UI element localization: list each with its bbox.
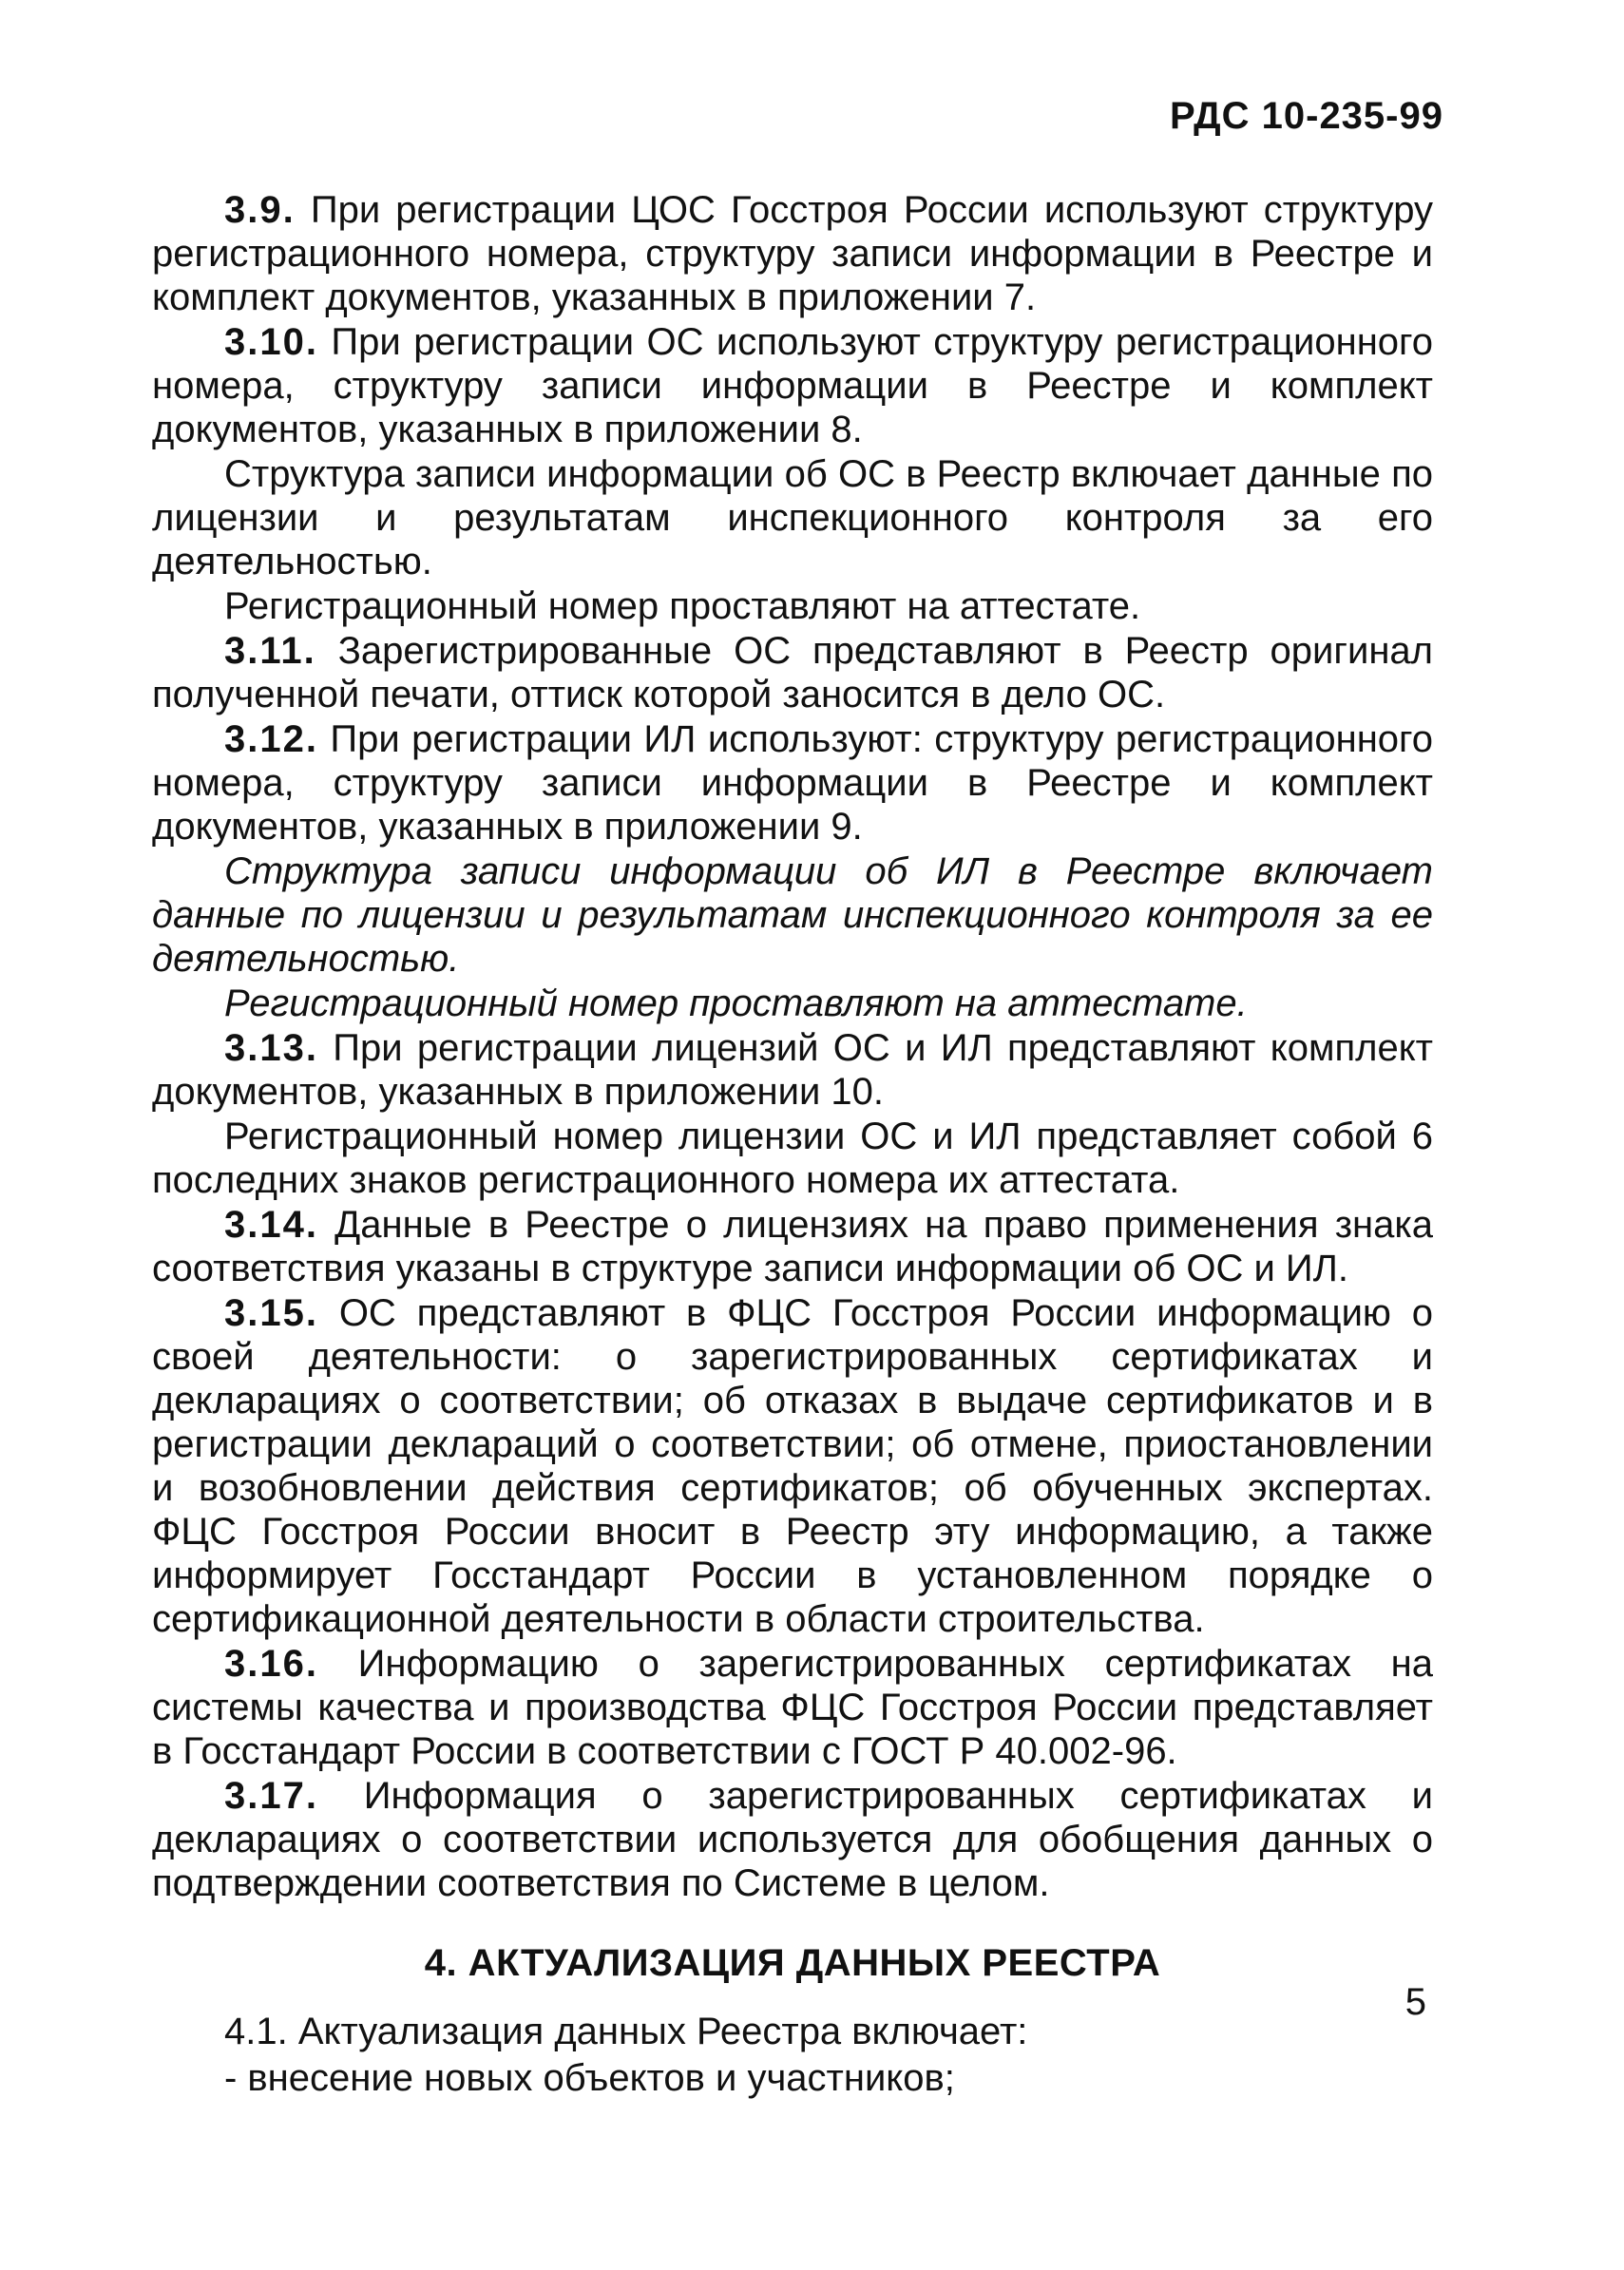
paragraph-text: Регистрационный номер проставляют на аттестате. bbox=[224, 982, 1248, 1024]
page-number: 5 bbox=[1404, 1981, 1426, 2023]
document-code: РДС 10-235-99 bbox=[1169, 95, 1443, 137]
paragraph-text: Структура записи информации об ИЛ в Реестре включает данные по лицензии и результатам инспекционного контроля за ее деятельностью. bbox=[152, 850, 1433, 980]
paragraph-text: ОС представляют в ФЦС Госстроя России информацию о своей деятельности: о зарегистрированных сертификатах и декларациях о соответствии; об отказах в выдаче сертификатов и в регистрации деклараций о соответствии; об отмене, приостановлении и возобновлении действия сертификатов; об обученных экспертах. ФЦС Госстроя России вносит в Реестр эту информацию, а также информирует Госстандарт России в установленном порядке о сертификационной деятельности в области строительства. bbox=[152, 1292, 1433, 1640]
paragraph-number: 3.17. bbox=[224, 1775, 318, 1817]
paragraph-3-13 bbox=[152, 1026, 1433, 1114]
paragraph-text: При регистрации лицензий ОС и ИЛ представляют комплект документов, указанных в приложении 10. bbox=[152, 1027, 1433, 1113]
document-body bbox=[152, 188, 1433, 2103]
paragraph-3-9 bbox=[152, 188, 1433, 319]
paragraph-3-13-license-number bbox=[152, 1115, 1433, 1202]
paragraph-3-15 bbox=[152, 1291, 1433, 1641]
paragraph-text: При регистрации ИЛ используют: структуру регистрационного номера, структуру записи информации в Реестре и комплект документов, указанных в приложении 9. bbox=[152, 718, 1433, 848]
paragraph-3-12-structure bbox=[152, 849, 1433, 981]
paragraph-text: Регистрационный номер проставляют на аттестате. bbox=[224, 585, 1141, 627]
paragraph-3-14 bbox=[152, 1203, 1433, 1290]
paragraph-text: Структура записи информации об ОС в Реестр включает данные по лицензии и результатам инспекционного контроля за его деятельностью. bbox=[152, 453, 1433, 582]
paragraph-text: При регистрации ОС используют структуру регистрационного номера, структуру записи информации в Реестре и комплект документов, указанных в приложении 8. bbox=[152, 321, 1433, 450]
paragraph-number: 3.16. bbox=[224, 1643, 318, 1685]
paragraph-text: Информацию о зарегистрированных сертификатах на системы качества и производства ФЦС Госстроя России представляет в Госстандарт России в соответствии с ГОСТ Р 40.002-96. bbox=[152, 1643, 1433, 1772]
paragraph-3-17 bbox=[152, 1774, 1433, 1905]
section-4-heading: 4. АКТУАЛИЗАЦИЯ ДАННЫХ РЕЕСТРА bbox=[424, 1942, 1161, 1984]
paragraph-3-10 bbox=[152, 320, 1433, 451]
paragraph-number: 3.11. bbox=[224, 630, 316, 672]
paragraph-number: 3.12. bbox=[224, 718, 318, 760]
paragraph-3-12-reg-number bbox=[152, 982, 1433, 1025]
paragraph-text: При регистрации ЦОС Госстроя России используют структуру регистрационного номера, структуру записи информации в Реестре и комплект документов, указанных в приложении 7. bbox=[152, 189, 1433, 318]
section-4-item-new-objects: - внесение новых объектов и участников; bbox=[224, 2057, 955, 2099]
paragraph-text: Регистрационный номер лицензии ОС и ИЛ представляет собой 6 последних знаков регистрационного номера их аттестата. bbox=[152, 1116, 1433, 1201]
paragraph-number: 3.15. bbox=[224, 1292, 318, 1334]
paragraph-3-12 bbox=[152, 717, 1433, 849]
paragraph-number: 3.9. bbox=[224, 189, 296, 231]
paragraph-3-16 bbox=[152, 1642, 1433, 1773]
paragraph-3-10-structure bbox=[152, 452, 1433, 583]
paragraph-number: 3.13. bbox=[224, 1027, 318, 1069]
paragraph-text: Зарегистрированные ОС представляют в Реестр оригинал полученной печати, оттиск которой заносится в дело ОС. bbox=[152, 630, 1433, 715]
section-4-item-4-1: 4.1. Актуализация данных Реестра включает: bbox=[224, 2011, 1028, 2052]
paragraph-text: Информация о зарегистрированных сертификатах и декларациях о соответствии используется для обобщения данных о подтверждении соответствия по Системе в целом. bbox=[152, 1775, 1433, 1904]
paragraph-3-11 bbox=[152, 629, 1433, 716]
paragraph-number: 3.14. bbox=[224, 1204, 318, 1246]
paragraph-text: Данные в Реестре о лицензиях на право применения знака соответствия указаны в структуре записи информации об ОС и ИЛ. bbox=[152, 1204, 1433, 1289]
paragraph-3-10-reg-number bbox=[152, 584, 1433, 628]
paragraph-number: 3.10. bbox=[224, 321, 318, 363]
